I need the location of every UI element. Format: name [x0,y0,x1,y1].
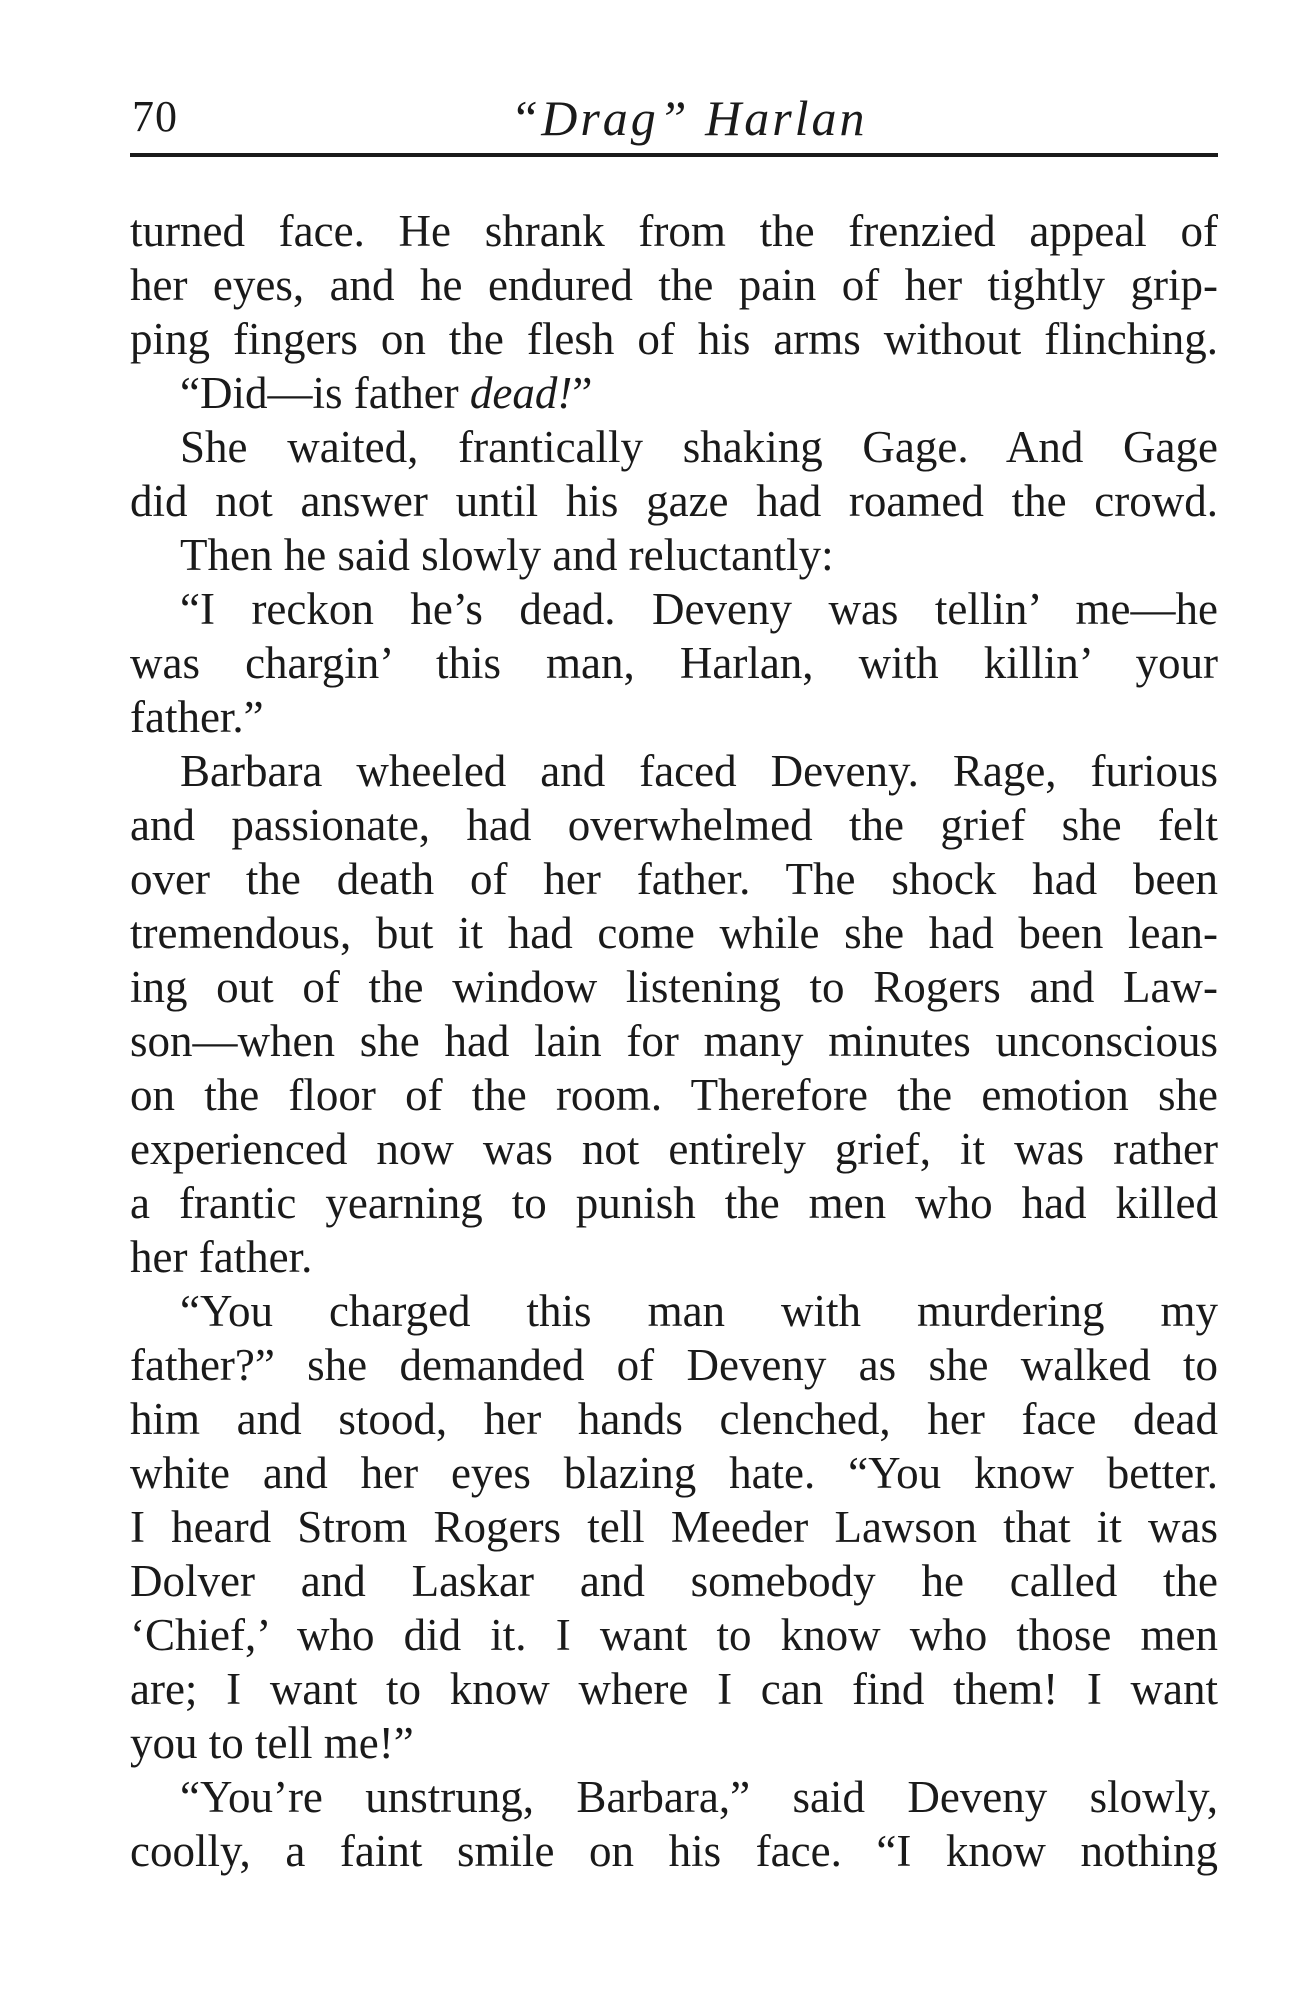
text-line [130,636,1218,690]
text-line-content: “I reckon he’s dead. Deveny was tellin’ me—he [180,584,1218,634]
text-line-content: ing out of the window listening to Rogers and Law- [130,962,1218,1012]
text-line-content: son—when she had lain for many minutes unconscious [130,1016,1218,1066]
text-line-content: ‘Chief,’ who did it. I want to know who those men [130,1610,1218,1660]
text-line-content: father.” [130,692,264,742]
text-line-content: was chargin’ this man, Harlan, with killin’ your [130,638,1218,688]
text-line [130,420,1218,474]
text-line-content: She waited, frantically shaking Gage. And Gage [180,422,1218,472]
text-line [130,582,1218,636]
header-rule [130,153,1218,157]
text-line-content: her eyes, and he endured the pain of her tightly grip- [130,260,1218,310]
text-line [130,1284,1218,1338]
text-line-content: experienced now was not entirely grief, it was rather [130,1124,1218,1174]
text-line [130,1608,1218,1662]
text-line-content: him and stood, her hands clenched, her face dead [130,1394,1218,1444]
text-line [130,1338,1218,1392]
text-line-content: did not answer until his gaze had roamed the crowd. [130,476,1218,526]
italic-word: dead! [469,368,573,418]
text-line [130,1824,1218,1878]
text-line-content: are; I want to know where I can find them! I want [130,1664,1218,1714]
text-line-content: and passionate, had overwhelmed the grief she felt [130,800,1218,850]
text-line-content: ping fingers on the flesh of his arms without flinching. [130,314,1218,364]
text-line [130,1716,1218,1770]
text-line [130,1014,1218,1068]
text-line [130,258,1218,312]
text-line [130,960,1218,1014]
text-line-content: I heard Strom Rogers tell Meeder Lawson that it was [130,1502,1218,1552]
text-line [130,744,1218,798]
text-line-content: a frantic yearning to punish the men who had killed [130,1178,1218,1228]
text-line [130,528,1218,582]
text-line-content: turned face. He shrank from the frenzied appeal of [130,206,1218,256]
text-line-content: you to tell me!” [130,1718,414,1768]
text-line-content: her father. [130,1232,313,1282]
text-line-content: father?” she demanded of Deveny as she walked to [130,1340,1218,1390]
page-number: 70 [132,92,178,141]
body-text [130,204,1218,1878]
text-line-content: over the death of her father. The shock had been [130,854,1218,904]
text-line [130,852,1218,906]
closing-quote: ” [572,368,593,418]
text-line-content: Then he said slowly and reluctantly: [180,530,834,580]
text-line [130,474,1218,528]
text-line-content: “You’re unstrung, Barbara,” said Deveny slowly, [180,1772,1218,1822]
text-line [130,690,1218,744]
text-line [130,1230,1218,1284]
text-line-content: white and her eyes blazing hate. “You know better. [130,1448,1218,1498]
book-title: “Drag” Harlan [510,90,868,146]
text-line-content: “Did—is father [180,368,470,418]
text-line-content: on the floor of the room. Therefore the emotion she [130,1070,1218,1120]
text-line [130,906,1218,960]
text-line [130,1662,1218,1716]
text-line [130,1068,1218,1122]
text-line-content: “You charged this man with murdering my [180,1286,1218,1336]
text-line [130,1554,1218,1608]
text-line-content: Barbara wheeled and faced Deveny. Rage, furious [180,746,1218,796]
text-line [130,366,1218,420]
text-line [130,1770,1218,1824]
text-line [130,1176,1218,1230]
text-line [130,1446,1218,1500]
text-line [130,798,1218,852]
text-line [130,1122,1218,1176]
text-line-content: tremendous, but it had come while she had been lean- [130,908,1218,958]
text-line-content: coolly, a faint smile on his face. “I know nothing [130,1826,1218,1876]
text-line [130,204,1218,258]
text-line [130,1392,1218,1446]
text-line [130,1500,1218,1554]
text-line [130,312,1218,366]
running-head [130,88,1218,148]
text-line-content: Dolver and Laskar and somebody he called the [130,1556,1218,1606]
